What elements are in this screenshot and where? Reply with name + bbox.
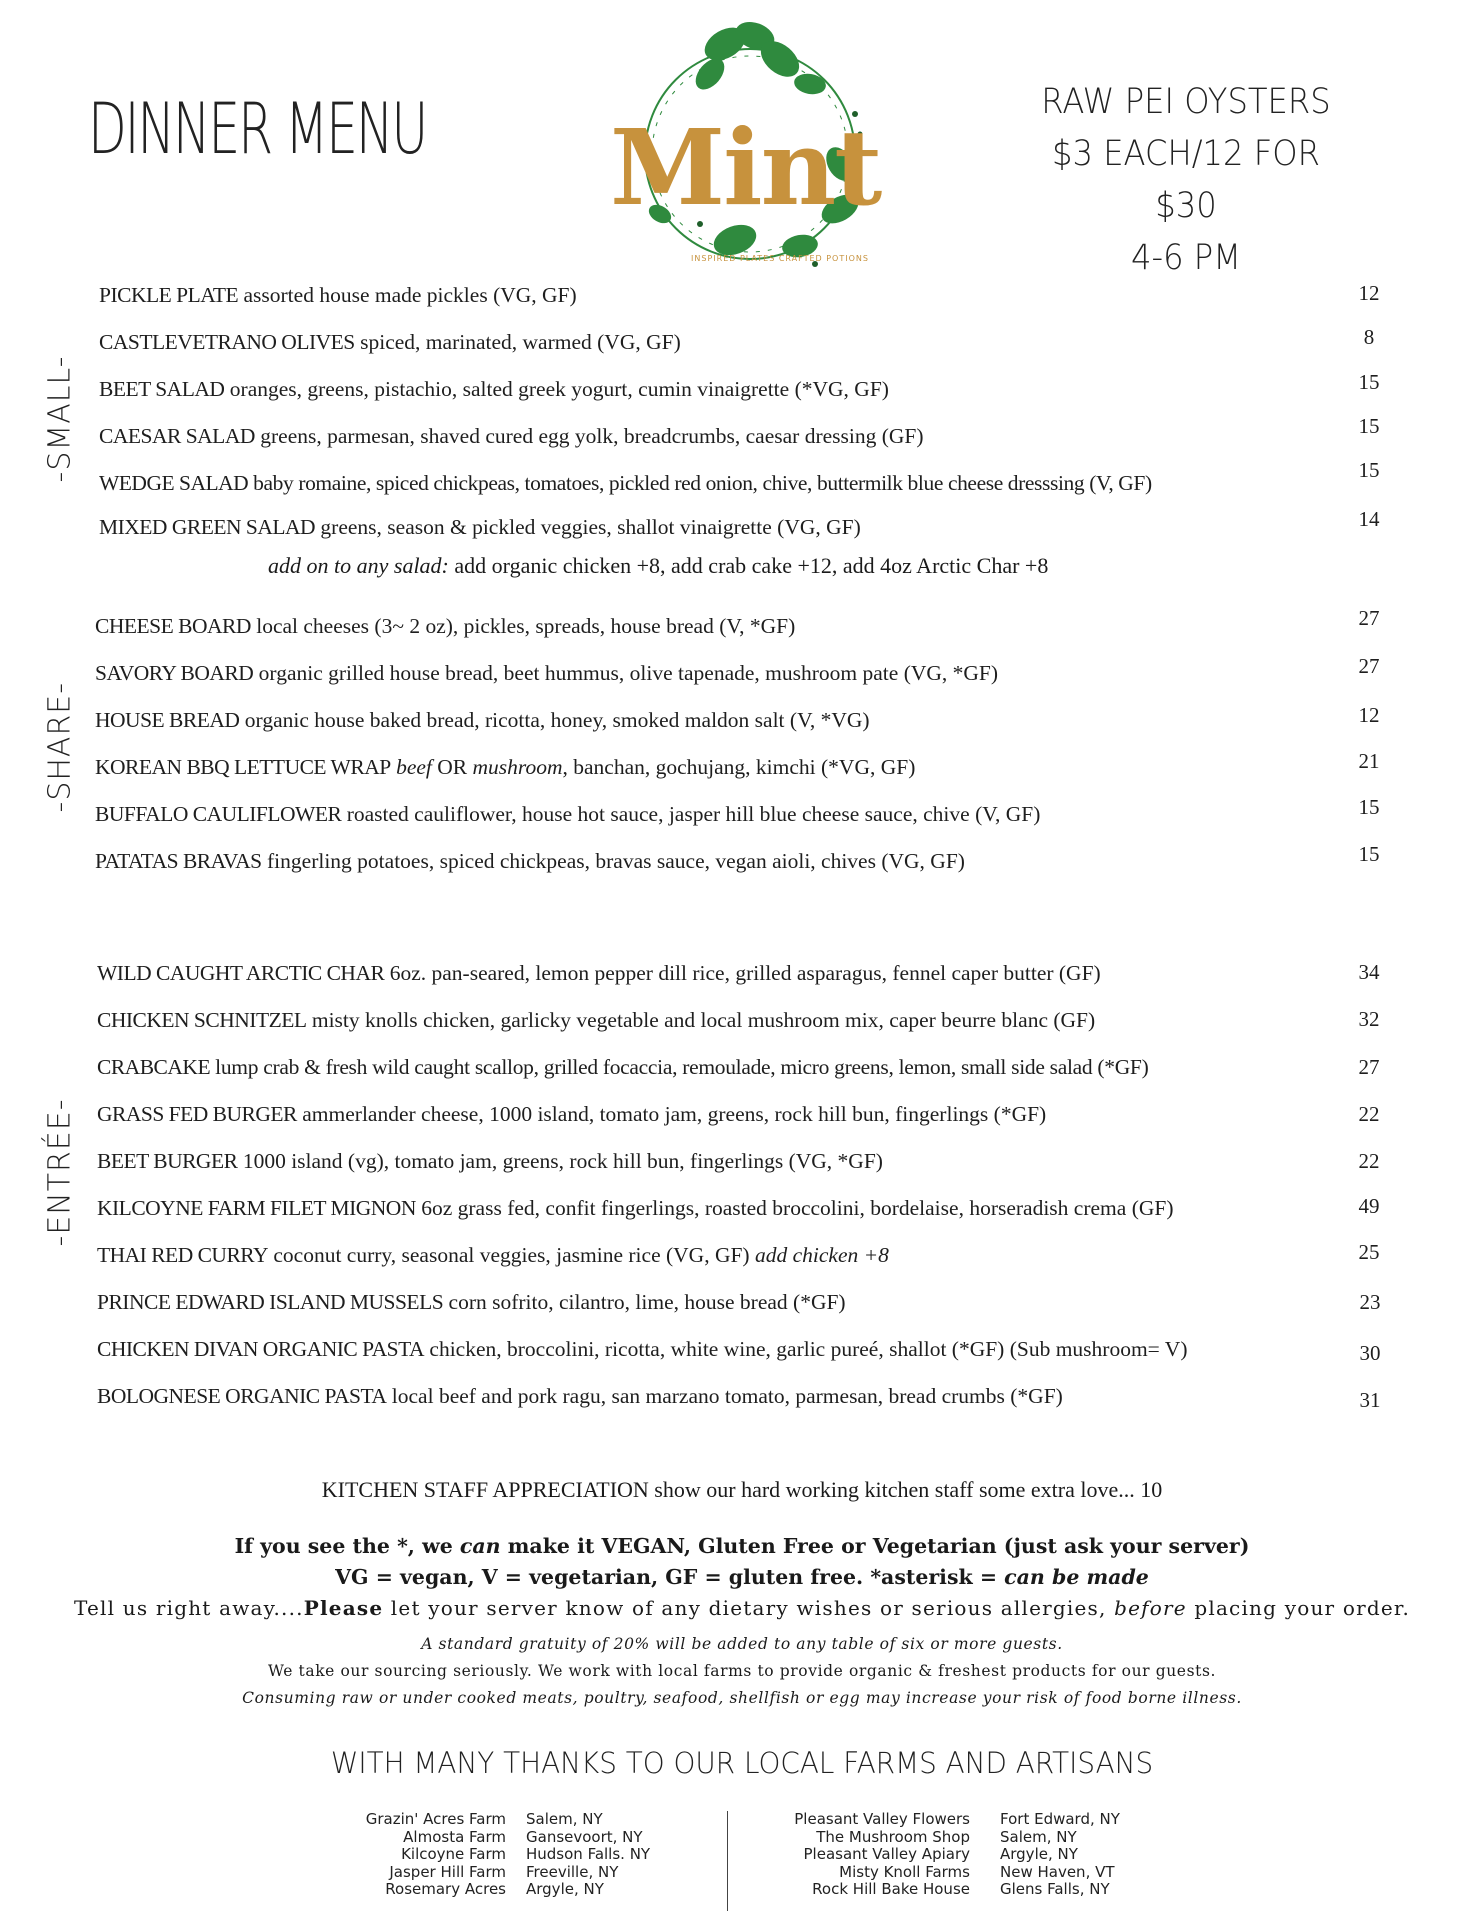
farm-location: Argyle, NY: [526, 1880, 604, 1898]
farm-name: Misty Knoll Farms: [839, 1862, 970, 1881]
menu-item: CHEESE BOARD local cheeses (3~ 2 oz), pickles, spreads, house bread (V, *GF): [95, 614, 796, 638]
menu-item: BUFFALO CAULIFLOWER roasted cauliflower, house hot sauce, jasper hill blue cheese sauce, chive (V, GF): [95, 802, 1041, 826]
menu-item: GRASS FED BURGER ammerlander cheese, 1000 island, tomato jam, greens, rock hill bun, fingerlings (*GF): [97, 1102, 1047, 1126]
kitchen-staff-appreciation: KITCHEN STAFF APPRECIATION show our hard working kitchen staff some extra love... 10: [321, 1477, 1163, 1502]
farm-name: Almosta Farm: [403, 1827, 506, 1846]
menu-item: THAI RED CURRY coconut curry, seasonal veggies, jasmine rice (VG, GF) add chicken +8: [97, 1243, 889, 1267]
item-price: 31: [1359, 1388, 1381, 1412]
item-price: 22: [1358, 1149, 1380, 1173]
farm-location: Gansevoort, NY: [526, 1827, 643, 1846]
item-price: 15: [1358, 370, 1380, 394]
farm-name: Rock Hill Bake House: [812, 1880, 970, 1898]
item-price: 15: [1358, 414, 1380, 438]
addon-label: add on to any salad:: [268, 553, 449, 578]
section-label-share: -SHARE-: [42, 681, 78, 813]
oysters-hours: 4-6 PM: [1130, 238, 1242, 278]
gratuity-note: A standard gratuity of 20% will be added to any table of six or more guests.: [421, 1635, 1063, 1653]
item-price: 27: [1358, 606, 1380, 630]
menu-item: PRINCE EDWARD ISLAND MUSSELS corn sofrito, cilantro, lime, house bread (*GF): [97, 1290, 846, 1314]
logo-wordmark: Mint: [610, 106, 881, 229]
item-price: 15: [1358, 795, 1380, 819]
logo-tagline: INSPIRED PLATES CRAFTED POTIONS: [691, 254, 869, 263]
farm-name: Kilcoyne Farm: [401, 1845, 506, 1863]
farm-name: Jasper Hill Farm: [389, 1862, 506, 1881]
thanks-heading: WITH MANY THANKS TO OUR LOCAL FARMS AND ARTISANS: [330, 1746, 1154, 1780]
menu-item: HOUSE BREAD organic house baked bread, ricotta, honey, smoked maldon salt (V, *VG): [95, 708, 870, 732]
menu-item: SAVORY BOARD organic grilled house bread, beet hummus, olive tapenade, mushroom pate (VG, *GF): [95, 661, 999, 685]
curry-addon: add chicken +8: [749, 1243, 889, 1267]
menu-item: CHICKEN SCHNITZEL misty knolls chicken, garlicky vegetable and local mushroom mix, caper beurre blanc (GF): [97, 1008, 1096, 1032]
farm-location: Freeville, NY: [526, 1862, 619, 1881]
farm-list-left-places: [526, 1811, 696, 1899]
mint-logo: [560, 14, 900, 284]
item-price: 23: [1359, 1290, 1381, 1314]
oysters-price: $3 EACH/12 FOR $30: [1051, 134, 1321, 226]
menu-item: KOREAN BBQ LETTUCE WRAP beef OR mushroom, banchan, gochujang, kimchi (*VG, GF): [95, 755, 916, 779]
menu-item: PICKLE PLATE assorted house made pickles (VG, GF): [99, 283, 577, 307]
menu-item: KILCOYNE FARM FILET MIGNON 6oz grass fed, confit fingerlings, roasted broccolini, bordelaise, horseradish crema (GF): [97, 1196, 1174, 1220]
farm-location: Glens Falls, NY: [1000, 1880, 1110, 1898]
item-price: 14: [1358, 507, 1380, 531]
farm-list-left-names: [320, 1811, 506, 1899]
farm-list-right-places: [1000, 1811, 1180, 1899]
item-price: 49: [1358, 1194, 1380, 1218]
item-price: 15: [1358, 842, 1380, 866]
section-label-entree: -ENTRÉE-: [42, 1098, 78, 1247]
item-price: 15: [1358, 458, 1380, 482]
menu-item: CHICKEN DIVAN ORGANIC PASTA chicken, broccolini, ricotta, white wine, garlic pureé, shallot (*GF) (Sub mushroom= V): [97, 1337, 1188, 1361]
oysters-title: RAW PEI OYSTERS: [1041, 82, 1331, 122]
farm-location: Fort Edward, NY: [1000, 1810, 1120, 1828]
item-price: 30: [1359, 1341, 1381, 1365]
section-label-small: -SMALL-: [42, 355, 78, 483]
dietary-legend: VG = vegan, V = vegetarian, GF = gluten free. *asterisk = can be made: [335, 1565, 1149, 1589]
item-price: 27: [1358, 654, 1380, 678]
dietary-note: If you see the *, we can make it VEGAN, Gluten Free or Vegetarian (just ask your server): [234, 1534, 1250, 1558]
farm-name: Pleasant Valley Flowers: [794, 1810, 970, 1828]
item-price: 25: [1358, 1240, 1380, 1264]
item-price: 27: [1358, 1055, 1380, 1079]
salad-addons: [268, 553, 1048, 579]
item-price: 21: [1358, 749, 1380, 773]
farm-location: Hudson Falls. NY: [526, 1845, 651, 1863]
menu-item: CAESAR SALAD greens, parmesan, shaved cured egg yolk, breadcrumbs, caesar dressing (GF): [99, 424, 924, 448]
menu-item: BOLOGNESE ORGANIC PASTA local beef and pork ragu, san marzano tomato, parmesan, bread crumbs (*GF): [97, 1384, 1063, 1408]
farm-location: Salem, NY: [526, 1810, 603, 1828]
addon-options: add organic chicken +8, add crab cake +12, add 4oz Arctic Char +8: [448, 553, 1049, 578]
food-safety-warning: Consuming raw or under cooked meats, poultry, seafood, shellfish or egg may increase your risk of food borne illness.: [242, 1689, 1242, 1707]
farm-list-divider: [727, 1811, 728, 1911]
allergy-note: Tell us right away....Please let your server know of any dietary wishes or serious allergies, before placing your order.: [73, 1596, 1410, 1620]
menu-item: CASTLEVETRANO OLIVES spiced, marinated, warmed (VG, GF): [99, 330, 681, 354]
menu-item: BEET SALAD oranges, greens, pistachio, salted greek yogurt, cumin vinaigrette (*VG, GF): [99, 377, 889, 401]
menu-item: WEDGE SALAD baby romaine, spiced chickpeas, tomatoes, pickled red onion, chive, buttermilk blue cheese dresssing (V, GF): [99, 471, 1152, 495]
item-price: 12: [1358, 703, 1380, 727]
farm-location: Salem, NY: [1000, 1827, 1077, 1846]
farm-list-right-names: [730, 1811, 970, 1899]
item-price: 8: [1363, 325, 1375, 349]
menu-item: WILD CAUGHT ARCTIC CHAR 6oz. pan-seared, lemon pepper dill rice, grilled asparagus, fennel caper butter (GF): [97, 961, 1101, 985]
farm-name: Rosemary Acres: [385, 1880, 506, 1898]
farm-name: Pleasant Valley Apiary: [803, 1845, 970, 1863]
menu-item: CRABCAKE lump crab & fresh wild caught scallop, grilled focaccia, remoulade, micro greens, lemon, small side salad (*GF): [97, 1055, 1149, 1079]
sourcing-note: We take our sourcing seriously. We work with local farms to provide organic & freshest products for our guests.: [267, 1662, 1217, 1680]
menu-item: MIXED GREEN SALAD greens, season & pickled veggies, shallot vinaigrette (VG, GF): [99, 515, 861, 539]
menu-item: BEET BURGER 1000 island (vg), tomato jam, greens, rock hill bun, fingerlings (VG, *GF): [97, 1149, 883, 1173]
oysters-special: [1020, 76, 1351, 284]
item-price: 32: [1358, 1007, 1380, 1031]
farm-name: The Mushroom Shop: [816, 1827, 970, 1846]
menu-title: DINNER MENU: [88, 88, 427, 170]
farm-location: New Haven, VT: [1000, 1862, 1115, 1881]
item-price: 12: [1358, 281, 1380, 305]
farm-name: Grazin' Acres Farm: [365, 1810, 506, 1828]
item-price: 34: [1358, 960, 1380, 984]
menu-item: PATATAS BRAVAS fingerling potatoes, spiced chickpeas, bravas sauce, vegan aioli, chives (VG, GF): [95, 849, 965, 873]
farm-location: Argyle, NY: [1000, 1845, 1078, 1863]
item-price: 22: [1358, 1102, 1380, 1126]
